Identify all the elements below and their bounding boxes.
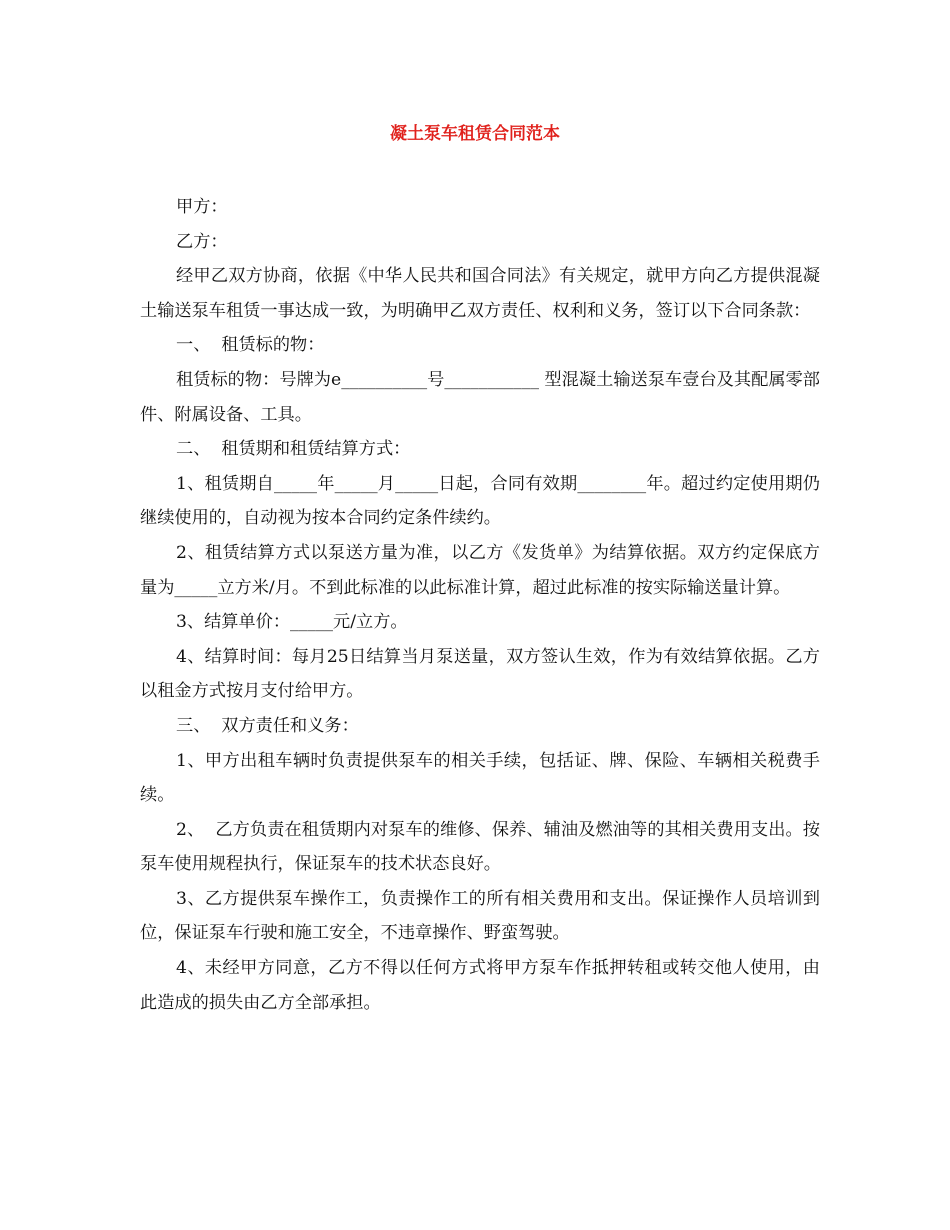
- document-title: 凝土泵车租赁合同范本: [390, 124, 560, 144]
- preamble-paragraph: 经甲乙双方协商，依据《中华人民共和国合同法》有关规定，就甲方向乙方提供混凝土输送泵车租赁一事达成一致，为明确甲乙双方责任、权利和义务，签订以下合同条款：: [140, 266, 820, 321]
- document-body: [140, 190, 820, 1020]
- clause-paragraph: 2、租赁结算方式以泵送方量为准，以乙方《发货单》为结算依据。双方约定保底方量为_____立方米/月。不到此标准的以此标准计算，超过此标准的按实际输送量计算。: [140, 542, 820, 598]
- clause-paragraph: 3、结算单价：_____元/立方。: [176, 612, 408, 633]
- clause-paragraph: 3、乙方提供泵车操作工，负责操作工的所有相关费用和支出。保证操作人员培训到位，保证泵车行驶和施工安全，不违章操作、野蛮驾驶。: [140, 888, 820, 944]
- section-heading-2: 二、 租赁期和租赁结算方式：: [176, 439, 411, 460]
- clause-paragraph: 1、租赁期自_____年_____月_____日起，合同有效期________年。超过约定使用期仍继续使用的，自动视为按本合同约定条件续约。: [140, 473, 820, 529]
- clause-paragraph: 4、结算时间：每月25日结算当月泵送量，双方签认生效，作为有效结算依据。乙方以租金方式按月支付给甲方。: [140, 646, 820, 702]
- party-a-line: 甲方：: [176, 197, 228, 217]
- party-b-line: 乙方：: [176, 231, 228, 252]
- section-heading-1: 一、 租赁标的物：: [176, 335, 325, 356]
- clause-paragraph: 2、 乙方负责在租赁期内对泵车的维修、保养、辅油及燃油等的其相关费用支出。按泵车使用规程执行，保证泵车的技术状态良好。: [140, 819, 820, 875]
- clause-paragraph: 4、未经甲方同意，乙方不得以任何方式将甲方泵车作抵押转租或转交他人使用，由此造成的损失由乙方全部承担。: [140, 958, 820, 1013]
- clause-paragraph: 1、甲方出租车辆时负责提供泵车的相关手续，包括证、牌、保险、车辆相关税费手续。: [140, 750, 820, 806]
- clause-paragraph: 租赁标的物：号牌为e__________号___________ 型混凝土输送泵车壹台及其配属零部件、附属设备、工具。: [140, 369, 820, 425]
- section-heading-3: 三、 双方责任和义务：: [176, 715, 359, 736]
